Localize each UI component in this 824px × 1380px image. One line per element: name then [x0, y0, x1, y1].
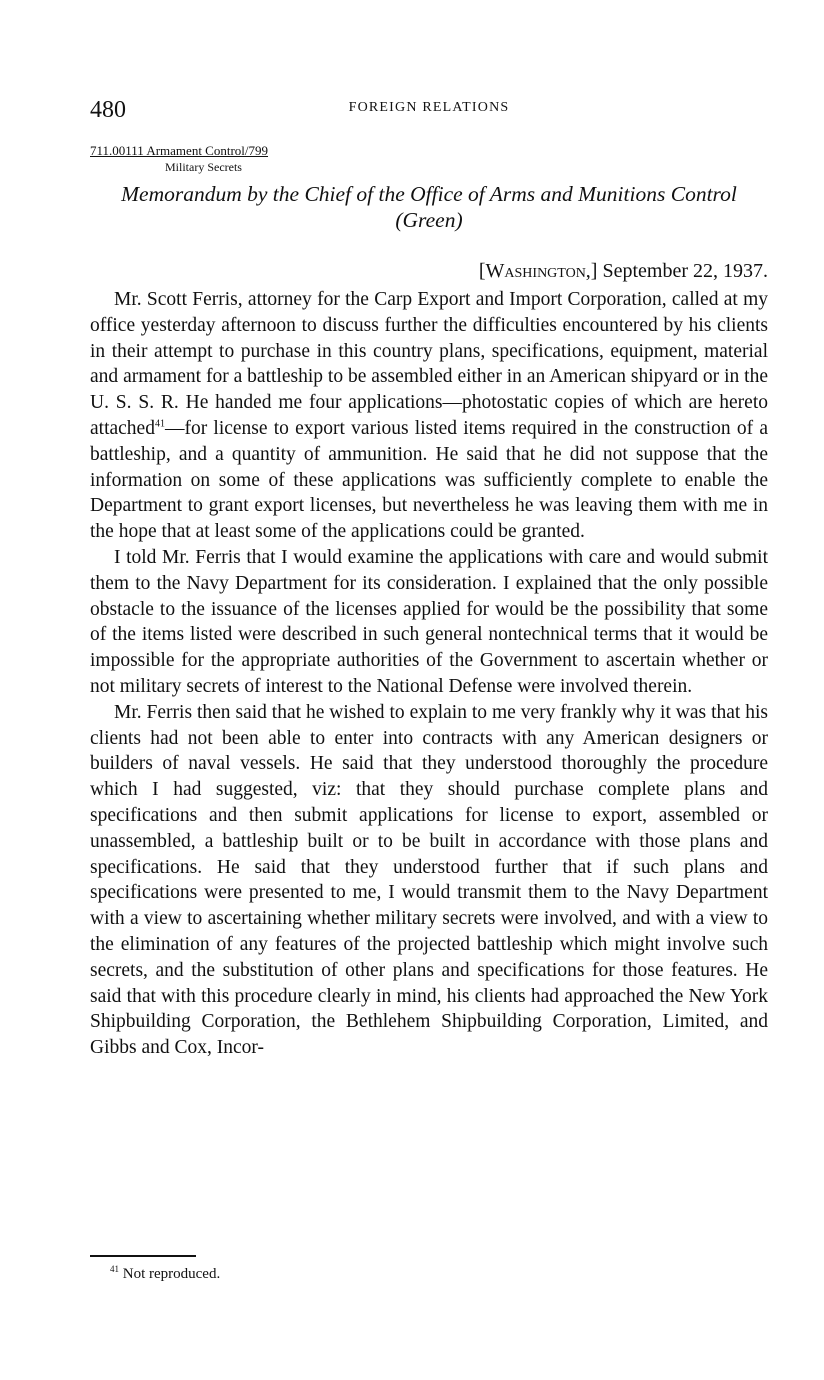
paragraph-3: Mr. Ferris then said that he wished to explain to me very frankly why it was that his clients had not been able to enter into contracts with any American designers or builders of naval vessels. He said that they understood thoroughly the procedure which I had suggested, viz: that they should purchase complete plans and specifications and then submit applications for license to export, assembled or unassembled, a battleship built or to be built in accordance with those plans and specifications. He said that they understood further that if such plans and specifications were presented to me, I would transmit them to the Navy Department with a view to ascertaining whether military secrets were involved, and with a view to the elimination of any features of the projected battleship which might involve such secrets, and the substitution of other plans and specifications for those features. He said that with this procedure clearly in mind, his clients had approached the New York Shipbuilding Corporation, the Bethlehem Shipbuilding Corporation, Limited, and Gibbs and Cox, Incor-: [90, 701, 768, 1059]
page-number: 480: [90, 97, 126, 123]
classification-label: Military Secrets: [165, 160, 242, 174]
running-head: FOREIGN RELATIONS: [348, 100, 510, 115]
paragraph-1-continuation: —for license to export various listed items required in the construction of a battleship, and a quantity of ammunition. He said that he did not suppose that the information on some of these applications was sufficiently complete to enable the Department to grant export licenses, but nevertheless he was leaving them with me in the hope that at least some of the applications could be granted.: [90, 417, 768, 543]
paragraph-1: [90, 287, 768, 545]
footnote-reference: 41: [154, 418, 165, 430]
document-title: Memorandum by the Chief of the Office of Arms and Munitions Control (Green): [121, 182, 737, 232]
footnote-mark: 41: [110, 1264, 119, 1274]
paragraph-2: I told Mr. Ferris that I would examine the applications with care and would submit them to the Navy Department for its consideration. I explained that the only possible obstacle to the issuance of the licenses applied for would be the possibility that some of the items listed were described in such general nontechnical terms that it would be impossible for the appropriate authorities of the Government to ascertain whether or not military secrets of interest to the National Defense were involved therein.: [90, 546, 768, 697]
footnote-text: Not reproduced.: [122, 1266, 221, 1282]
dateline-place: [Washington,]: [478, 260, 598, 282]
memorandum-body: [90, 287, 768, 1061]
footnote-divider: [90, 1255, 196, 1257]
paragraph-1-text: Mr. Scott Ferris, attorney for the Carp Export and Import Corporation, called at my office yesterday afternoon to discuss further the difficulties encountered by his clients in their attempt to purchase in this country plans, specifications, equipment, material and armament for a battleship to be assembled either in an American shipyard or in the U. S. S. R. He handed me four applications—photostatic copies of which are hereto attached: [90, 289, 768, 439]
footnote: [110, 1264, 220, 1284]
dateline: [479, 258, 768, 284]
file-code: 711.00111 Armament Control/799: [90, 143, 269, 158]
dateline-date: September 22, 1937.: [602, 260, 768, 282]
page-header: [90, 96, 768, 124]
file-reference: [90, 143, 268, 175]
